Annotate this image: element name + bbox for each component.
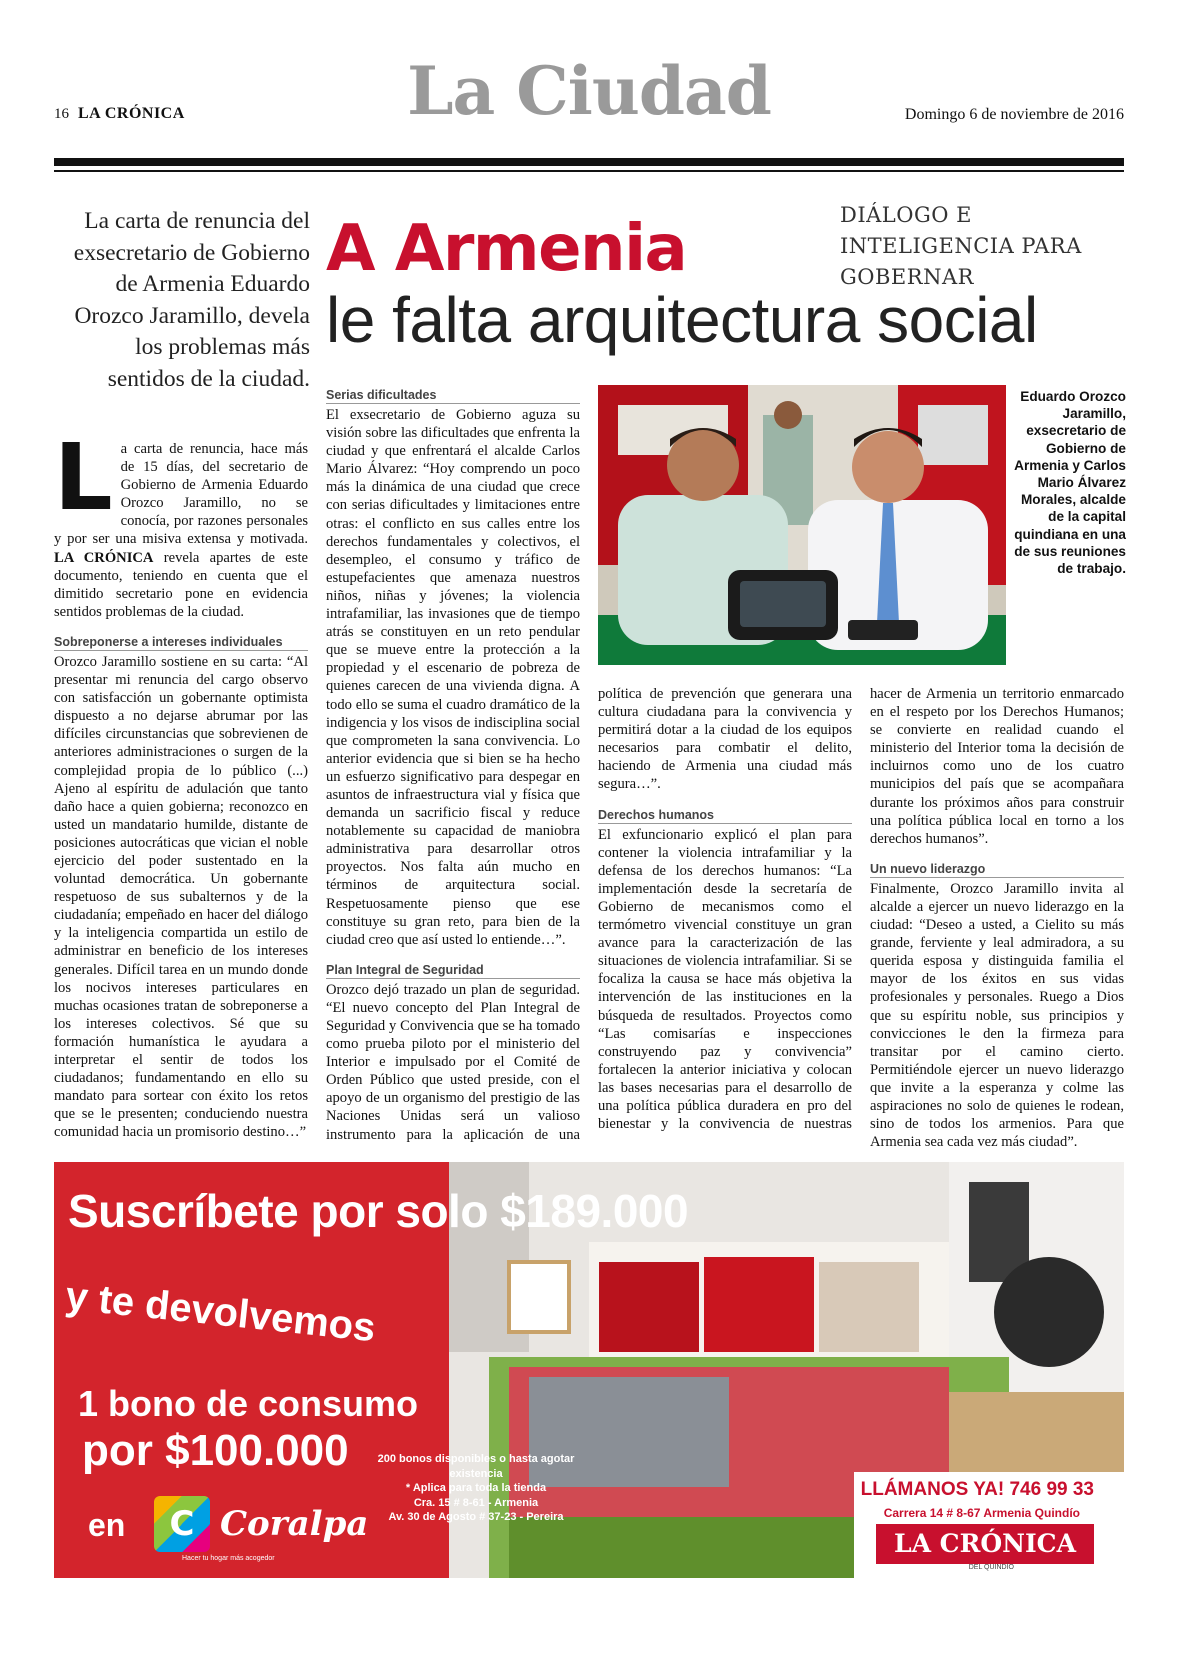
article-column-2 xyxy=(326,388,580,1143)
subscription-ad[interactable] xyxy=(54,1162,1124,1578)
paragraph-seguridad: Orozco dejó trazado un plan de seguridad. “El nuevo concepto del Plan Integral de Seguridad y Convivencia que se ha tomado como prueba piloto por el ministerio del Interior e impulsado por el Comité de Orden Público que usted preside, con el apoyo de un organismo del prestigio de las Naciones Unidas será un valioso instrumento para la aplicación de una xyxy=(326,981,580,1143)
photo-image xyxy=(598,385,1006,665)
ad-line-bono: 1 bono de consumo xyxy=(78,1383,419,1424)
ad-line-amount: por $100.000 xyxy=(82,1426,349,1475)
ad-fine-print-2: * Aplica para toda la tienda xyxy=(405,1482,547,1494)
publication-name: LA CRÓNICA xyxy=(78,105,185,122)
ad-line-devolvemos: y te devolvemos xyxy=(63,1274,378,1351)
ad-phone[interactable]: LLÁMANOS YA! 746 99 33 xyxy=(860,1479,1094,1500)
photo-caption: Eduardo Orozco Jaramillo, exsecretario de Gobierno de Armenia y Carlos Mario Álvarez Morales, alcalde de la capital quindiana en una de sus reuniones de trabajo. xyxy=(1014,389,1126,577)
intro-text-a: a carta de renuncia, hace más de 15 días, del secretario de Gobierno de Armenia Eduardo Orozco Jaramillo, no se conocía, por razones personales y por ser una misiva extensa y motivada. xyxy=(54,441,308,548)
page-number: 16 xyxy=(54,106,69,122)
intro-brand: LA CRÓNICA xyxy=(54,549,154,566)
drop-cap: L xyxy=(54,424,113,531)
ad-fine-print-4: Av. 30 de Agosto # 37-23 - Pereira xyxy=(388,1511,564,1523)
ad-address: Carrera 14 # 8-67 Armenia Quindío xyxy=(883,1506,1080,1520)
headline-main: le falta arquitectura social xyxy=(326,284,1038,356)
coralpa-tagline: Hacer tu hogar más acogedor xyxy=(182,1555,275,1562)
paragraph-derechos: El exfuncionario explicó el plan para contener la violencia intrafamiliar y la defensa de los derechos humanos: “La implementación desde la secretaría de Gobierno de mecanismos como el termómetro vivencial constituye un gran avance para la caracterización de las situaciones de violencia intrafamiliar. Si se focaliza la causa se hace más objetiva la intervención de las instituciones en la búsqueda de resultados. Proyectos como “Las comisarías e inspecciones construyendo paz y convivencia” fortalecen la anterior iniciativa y colocan las bases necesarias para el desarrollo de una política pública duradera en pro del bienestar y la convivencia de nuestras xyxy=(598,826,852,1133)
coralpa-logo-name: Coralpa xyxy=(220,1504,369,1544)
ad-headline: Suscríbete por solo $189.000 xyxy=(68,1185,689,1237)
masthead-rule-thin xyxy=(54,170,1124,172)
ad-fine-print xyxy=(376,1452,576,1525)
subhead-dificultades: Serias dificultades xyxy=(326,388,580,404)
ad-fine-print-1: 200 bonos disponibles o hasta agotar existencia xyxy=(377,1453,575,1480)
ad-line-en: en xyxy=(88,1507,126,1543)
headline-kicker: DIÁLOGO E INTELIGENCIA PARA GOBERNAR xyxy=(840,203,1082,289)
la-cronica-logo: LA CRÓNICA xyxy=(876,1524,1094,1564)
subhead-intereses: Sobreponerse a intereses individuales xyxy=(54,635,308,651)
coralpa-logo xyxy=(154,1496,368,1552)
section-title: La Ciudad xyxy=(407,52,771,130)
paragraph-derechos-cont: hacer de Armenia un territorio enmarcado en el respeto por los Derechos Humanos; se convierte en realidad cuando el ministerio del Interior toma la decisión de incluirnos como uno de los cuatro municipios del país que se acompañara durante los próximos años para construir una política pública local en torno a los derechos humanos”. xyxy=(870,686,1124,847)
subhead-seguridad: Plan Integral de Seguridad xyxy=(326,963,580,979)
article-column-1 xyxy=(54,424,308,1141)
article-column-3 xyxy=(598,685,852,1134)
la-cronica-logo-sub: DEL QUINDÍO xyxy=(968,1564,1014,1571)
publication-date: Domingo 6 de noviembre de 2016 xyxy=(904,106,1124,123)
paragraph-dificultades: El exsecretario de Gobierno aguza su visión sobre las dificultades que enfrenta la ciudad y que enfrentará el alcalde Carlos Mario Álvarez: “Hoy comprendo un poco más la dinámica de una ciudad que crece con serias dificultades y limitaciones entre otras: el conflicto en sus calles entre los derechos fundamentales y colectivos, el desempleo, el consumo y tráfico de estupefacientes que amenaza nuestros niños, niñas y jóvenes; la violencia intrafamiliar, las invasiones que de tiempo atrás se constituyen en un reto pendular que se mueve entre la protección a la propiedad y el escenario de pobreza de quienes carecen de una vivienda digna. A todo ello se suma el cuadro dramático de la indigencia y los visos de indisciplina social que comprometen la sana convivencia. Lo anterior evidencia que si bien se ha hecho un esfuerzo significativo para despegar en asuntos de infraestructura vial y física que demanda un sacrificio fiscal y reduce notablemente su capacidad de maniobra administrativa para desarrollar otros proyectos. Nos falta aún mucho en términos de arquitectura social. Respetuosamente pienso que ese constituye su gran reto, para bien de la ciudad creo que así usted lo entiende…”. xyxy=(326,407,580,948)
headline-red: A Armenia xyxy=(326,212,687,286)
coralpa-logo-icon: C xyxy=(154,1496,210,1552)
intro-paragraph xyxy=(54,424,308,621)
article-photo xyxy=(598,385,1006,665)
article-column-4 xyxy=(870,685,1124,1151)
article-lead: La carta de renuncia del exsecretario de Gobierno de Armenia Eduardo Orozco Jaramillo, devela los problemas más sentidos de la ciudad. xyxy=(73,208,310,392)
subhead-derechos: Derechos humanos xyxy=(598,808,852,824)
masthead-rule xyxy=(54,158,1124,166)
intro-text-b: revela apartes de este documento, teniendo en cuenta que el dimitido secretario pone en evidencia sentidos problemas de la ciudad. xyxy=(54,549,308,620)
ad-fine-print-3: Cra. 15 # 8-61 - Armenia xyxy=(413,1496,539,1509)
subhead-liderazgo: Un nuevo liderazgo xyxy=(870,862,1124,878)
paragraph-liderazgo: Finalmente, Orozco Jaramillo invita al alcalde a ejercer un nuevo liderazgo en la ciudad: “Deseo a usted, a Cielito su más grande, ferviente y leal admiradora, a su querida esposa y distinguida familia el mayor de los éxitos en sus vidas profesionales y personales. Ruego a Dios que su espíritu noble, sus principios y convicciones le den la firmeza para transitar por el camino cierto. Permitiéndole ejercer un nuevo liderazgo que invite a la esperanza y colme las aspiraciones no solo de quienes le rodean, sino de todos los armenios. Para que Armenia sea cada vez más ciudad”. xyxy=(870,880,1124,1151)
paragraph-seguridad-cont: política de prevención que generara una cultura ciudadana para la convivencia y permitirá dotar a la ciudad de los equipos necesarios para combatir el delito, haciendo de Armenia una ciudad más segura…”. xyxy=(598,686,852,793)
paragraph-intereses: Orozco Jaramillo sostiene en su carta: “Al presentar mi renuncia del cargo observo con satisfacción un gobernante optimista dispuesto a no dejarse abrumar por las difíciles circunstancias que sobrevienen de anteriores administraciones o surgen de la complejidad propia de lo público (...) Ajeno al espíritu de adulación que tanto daño hace a quien gobierna; reconozco en usted un mandatario humilde, distante de posiciones autocráticas que vician el noble ejercicio del poder sustentado en la voluntad democrática. Un gobernante respetuoso de sus subalternos y de la ciudadanía; empeñado en hacer del diálogo y la inteligencia compartida un estilo de administrar en beneficio de los intereses generales. Difícil tarea en un mundo donde los nocivos intereses particulares en muchas ocasiones tratan de sobreponerse a los intereses colectivos. Sé que su formación humanística le ayudara a interpretar el sentir de todos los ciudadanos; fundamentando en ello su mandato para sortear con éxito los retos que se le presenten; conduciendo nuestra comunidad hacia un promisorio destino…” xyxy=(54,653,308,1141)
